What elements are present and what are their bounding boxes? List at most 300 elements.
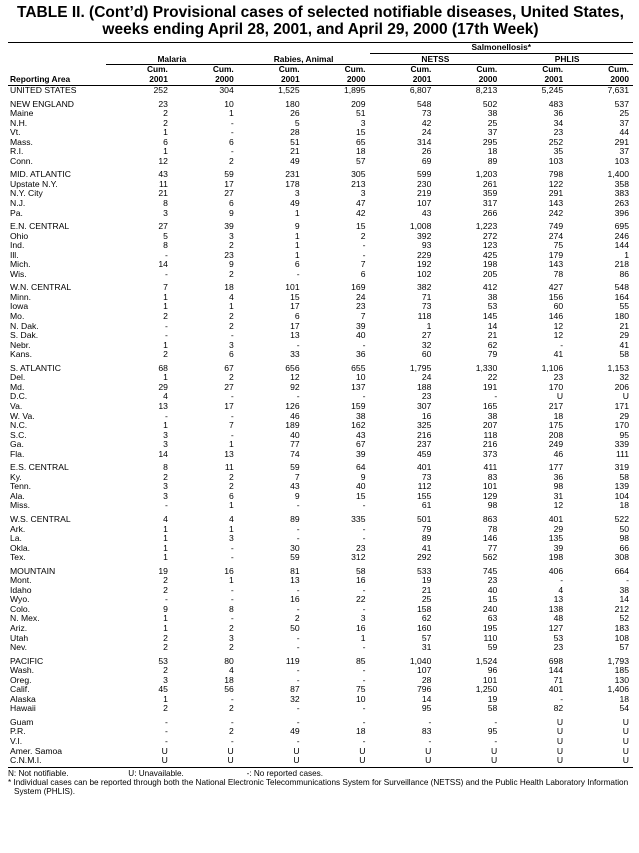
value-cell: 9 xyxy=(294,490,300,501)
value-cell: 798 xyxy=(548,169,564,180)
value-cell: 39 xyxy=(355,448,366,459)
value-cell: 143 xyxy=(548,198,564,209)
value-cell: 17 xyxy=(290,320,300,331)
value-cell: 63 xyxy=(487,613,498,624)
reporting-area-cell: E.N. CENTRAL xyxy=(10,221,70,232)
year-label: 2001 xyxy=(501,75,567,86)
value-cell: 8,213 xyxy=(475,85,498,95)
value-cell: 83 xyxy=(487,471,498,482)
value-cell: - xyxy=(230,146,234,157)
value-cell: 36 xyxy=(553,108,564,119)
reporting-area-cell: Calif. xyxy=(10,684,30,695)
value-cell: 137 xyxy=(351,381,366,392)
value-cell: 19 xyxy=(487,693,498,704)
value-cell: 2 xyxy=(163,575,168,586)
value-cell: 86 xyxy=(619,268,629,279)
value-cell: 6 xyxy=(228,349,234,360)
reporting-area-cell: Upstate N.Y. xyxy=(10,178,58,189)
value-cell: 325 xyxy=(417,420,432,431)
value-cell: 129 xyxy=(482,490,498,501)
table-row-region xyxy=(8,86,633,96)
reporting-area-cell: W. Va. xyxy=(10,410,35,421)
value-cell: 38 xyxy=(487,108,498,119)
value-cell: 261 xyxy=(482,178,498,189)
value-cell: 4 xyxy=(163,513,168,524)
value-cell: 2 xyxy=(163,584,168,595)
value-cell: 59 xyxy=(290,552,300,563)
reporting-area-cell: MID. ATLANTIC xyxy=(10,169,71,180)
value-cell: 21 xyxy=(158,188,168,199)
table-row xyxy=(8,119,633,129)
rabies-header: Rabies, Animal xyxy=(238,53,370,65)
value-cell: 208 xyxy=(548,429,564,440)
table-row xyxy=(8,412,633,422)
table-row xyxy=(8,128,633,138)
value-cell: - xyxy=(230,594,234,605)
value-cell: 2 xyxy=(163,108,168,119)
value-cell: 1 xyxy=(228,301,234,312)
value-cell: 195 xyxy=(482,622,498,633)
cum-label: Cum. xyxy=(344,64,366,74)
value-cell: - xyxy=(362,584,366,595)
value-cell: 1 xyxy=(228,439,234,450)
value-cell: 10 xyxy=(224,98,234,109)
value-cell: 26 xyxy=(290,108,300,119)
table-row xyxy=(8,624,633,634)
value-cell: - xyxy=(165,716,168,727)
table-row xyxy=(8,157,633,167)
value-cell: 3 xyxy=(228,533,234,544)
value-cell: - xyxy=(362,391,366,402)
value-cell: - xyxy=(494,736,498,746)
value-cell: 64 xyxy=(355,462,366,473)
value-cell: 185 xyxy=(614,665,629,676)
table-body xyxy=(8,86,633,766)
value-cell: 1,795 xyxy=(409,362,432,373)
reporting-area-cell: P.R. xyxy=(10,726,26,737)
value-cell: 1,106 xyxy=(541,362,564,373)
reporting-area-cell: Colo. xyxy=(10,603,31,614)
value-cell: 32 xyxy=(421,339,432,350)
reporting-area-cell: Del. xyxy=(10,372,26,383)
value-cell: 1,406 xyxy=(607,684,629,695)
value-cell: - xyxy=(165,736,168,746)
value-cell: 18 xyxy=(553,410,564,421)
value-cell: 2 xyxy=(228,471,234,482)
reporting-area-cell: S. Dak. xyxy=(10,330,39,341)
reporting-area-cell: C.N.M.I. xyxy=(10,755,42,766)
value-cell: 103 xyxy=(614,155,629,166)
value-cell: 57 xyxy=(619,642,629,653)
value-cell: 501 xyxy=(417,513,432,524)
value-cell: - xyxy=(296,500,300,511)
table-row xyxy=(8,180,633,190)
value-cell: 69 xyxy=(421,155,432,166)
value-cell: 145 xyxy=(482,311,498,322)
value-cell: U xyxy=(622,755,629,766)
value-cell: U xyxy=(622,391,629,402)
value-cell: 1 xyxy=(624,249,629,260)
table-row xyxy=(8,492,633,502)
footnote-u: U: Unavailable. xyxy=(128,768,184,778)
value-cell: 13 xyxy=(224,448,234,459)
reporting-area-cell: Amer. Samoa xyxy=(10,745,63,756)
value-cell: U xyxy=(227,745,234,756)
value-cell: 23 xyxy=(355,301,366,312)
value-cell: 65 xyxy=(355,136,366,147)
reporting-area-cell: S.C. xyxy=(10,429,27,440)
netss-header: NETSS xyxy=(370,53,502,65)
value-cell: 863 xyxy=(482,513,498,524)
reporting-area-cell: N. Mex. xyxy=(10,613,40,624)
value-cell: 13 xyxy=(290,330,300,341)
value-cell: 49 xyxy=(290,726,300,737)
table-row xyxy=(8,525,633,535)
value-cell: 18 xyxy=(224,674,234,685)
value-cell: 179 xyxy=(548,249,564,260)
value-cell: 23 xyxy=(553,642,564,653)
value-cell: 8 xyxy=(163,240,168,251)
reporting-area-cell: Mont. xyxy=(10,575,32,586)
value-cell: 502 xyxy=(482,98,498,109)
value-cell: 37 xyxy=(619,146,629,157)
value-cell: 29 xyxy=(619,330,629,341)
value-cell: - xyxy=(362,716,366,727)
value-cell: 77 xyxy=(290,439,300,450)
value-cell: 382 xyxy=(417,282,432,293)
table-row xyxy=(8,501,633,511)
value-cell: - xyxy=(428,716,432,727)
reporting-area-cell: MOUNTAIN xyxy=(10,565,56,576)
reporting-area-cell: Wis. xyxy=(10,268,27,279)
value-cell: 32 xyxy=(290,693,300,704)
value-cell: 104 xyxy=(614,490,629,501)
value-cell: 2 xyxy=(163,349,168,360)
value-cell: 144 xyxy=(614,240,629,251)
cum-label: Cum. xyxy=(410,64,432,74)
value-cell: - xyxy=(296,642,300,653)
value-cell: - xyxy=(296,674,300,685)
value-cell: 22 xyxy=(487,372,498,383)
value-cell: 59 xyxy=(290,462,300,473)
value-cell: 8 xyxy=(163,198,168,209)
value-cell: - xyxy=(165,594,168,605)
value-cell: 459 xyxy=(417,448,432,459)
cum-label: Cum. xyxy=(476,64,498,74)
value-cell: 8 xyxy=(228,603,234,614)
reporting-area-cell: PACIFIC xyxy=(10,655,44,666)
value-cell: 98 xyxy=(553,481,564,492)
value-cell: - xyxy=(296,584,300,595)
value-cell: 29 xyxy=(158,381,168,392)
table-row-region xyxy=(8,511,633,525)
value-cell: 8 xyxy=(163,462,168,473)
value-cell: 48 xyxy=(553,613,564,624)
table-row-region xyxy=(8,96,633,110)
value-cell: - xyxy=(362,249,366,260)
value-cell: 3 xyxy=(228,339,234,350)
cum-label: Cum. xyxy=(542,64,564,74)
value-cell: U xyxy=(556,745,564,756)
reporting-area-cell: S. ATLANTIC xyxy=(10,362,61,373)
value-cell: - xyxy=(230,613,234,624)
table-row xyxy=(8,232,633,242)
table-row xyxy=(8,605,633,615)
value-cell: 16 xyxy=(290,594,300,605)
value-cell: 383 xyxy=(614,188,629,199)
value-cell: 9 xyxy=(228,207,234,218)
table-row xyxy=(8,373,633,383)
value-cell: 317 xyxy=(482,198,498,209)
value-cell: 2 xyxy=(163,117,168,128)
table-row xyxy=(8,576,633,586)
value-cell: 18 xyxy=(355,726,366,737)
table-row xyxy=(8,350,633,360)
value-cell: 1,040 xyxy=(409,655,432,666)
value-cell: 61 xyxy=(421,500,432,511)
value-cell: 146 xyxy=(548,311,564,322)
table-row xyxy=(8,421,633,431)
value-cell: 314 xyxy=(417,136,432,147)
table-row xyxy=(8,312,633,322)
reporting-area-cell: Ala. xyxy=(10,490,25,501)
value-cell: - xyxy=(362,703,366,714)
value-cell: 212 xyxy=(614,603,629,614)
value-cell: 237 xyxy=(417,439,432,450)
value-cell: 143 xyxy=(548,259,564,270)
value-cell: 165 xyxy=(482,400,498,411)
value-cell: 292 xyxy=(417,552,432,563)
table-row xyxy=(8,747,633,757)
value-cell: 17 xyxy=(290,301,300,312)
reporting-area-cell: Nebr. xyxy=(10,339,31,350)
value-cell: 1 xyxy=(163,146,168,157)
value-cell: 24 xyxy=(421,372,432,383)
value-cell: 7 xyxy=(163,282,168,293)
value-cell: U xyxy=(556,726,564,737)
value-cell: 2 xyxy=(228,155,234,166)
value-cell: 4 xyxy=(228,291,234,302)
value-cell: - xyxy=(230,117,234,128)
table-row xyxy=(8,270,633,280)
value-cell: 57 xyxy=(421,632,432,643)
value-cell: 53 xyxy=(553,632,564,643)
value-cell: 229 xyxy=(417,249,432,260)
value-cell: - xyxy=(165,249,168,260)
value-cell: - xyxy=(165,410,168,421)
value-cell: 170 xyxy=(614,420,629,431)
reporting-area-cell: Ark. xyxy=(10,523,26,534)
value-cell: U xyxy=(491,755,498,766)
reporting-area-cell: D.C. xyxy=(10,391,28,402)
value-cell: 3 xyxy=(360,188,366,199)
value-cell: 55 xyxy=(619,301,629,312)
value-cell: 73 xyxy=(421,301,432,312)
value-cell: 42 xyxy=(421,117,432,128)
reporting-area-cell: Wyo. xyxy=(10,594,30,605)
value-cell: 60 xyxy=(421,349,432,360)
value-cell: 130 xyxy=(614,674,629,685)
value-cell: 164 xyxy=(614,291,629,302)
value-cell: 60 xyxy=(553,301,564,312)
value-cell: U xyxy=(556,716,564,727)
value-cell: 10 xyxy=(355,372,366,383)
reporting-area-cell: Okla. xyxy=(10,542,31,553)
value-cell: U xyxy=(556,391,564,402)
value-cell: 39 xyxy=(355,320,366,331)
value-cell: 745 xyxy=(482,565,498,576)
reporting-area-cell: R.I. xyxy=(10,146,24,157)
value-cell: 1,330 xyxy=(475,362,498,373)
value-cell: 358 xyxy=(614,178,629,189)
value-cell: 83 xyxy=(421,726,432,737)
value-cell: 198 xyxy=(482,259,498,270)
value-cell: 15 xyxy=(290,291,300,302)
value-cell: 664 xyxy=(614,565,629,576)
value-cell: 82 xyxy=(553,703,564,714)
value-cell: 58 xyxy=(619,471,629,482)
value-cell: 406 xyxy=(548,565,564,576)
table-row xyxy=(8,440,633,450)
value-cell: 401 xyxy=(548,684,564,695)
value-cell: 43 xyxy=(290,481,300,492)
value-cell: 73 xyxy=(421,108,432,119)
value-cell: 206 xyxy=(614,381,629,392)
value-cell: 2 xyxy=(163,703,168,714)
value-cell: U xyxy=(556,755,564,766)
value-cell: 85 xyxy=(355,655,366,666)
value-cell: 78 xyxy=(553,268,564,279)
value-cell: 46 xyxy=(553,448,564,459)
value-cell: 96 xyxy=(487,665,498,676)
value-cell: 15 xyxy=(355,127,366,138)
value-cell: 1,793 xyxy=(607,655,629,666)
value-cell: 62 xyxy=(421,613,432,624)
value-cell: 79 xyxy=(487,349,498,360)
reporting-area-cell: Minn. xyxy=(10,291,32,302)
value-cell: 31 xyxy=(421,642,432,653)
reporting-area-cell: Iowa xyxy=(10,301,29,312)
value-cell: 49 xyxy=(290,198,300,209)
value-cell: 2 xyxy=(294,613,300,624)
value-cell: - xyxy=(296,339,300,350)
table-row-region xyxy=(8,279,633,293)
value-cell: 35 xyxy=(553,146,564,157)
value-cell: 401 xyxy=(548,513,564,524)
value-cell: 46 xyxy=(290,410,300,421)
value-cell: U xyxy=(227,755,234,766)
reporting-area-cell: Miss. xyxy=(10,500,31,511)
year-label: 2000 xyxy=(567,75,633,86)
value-cell: 16 xyxy=(355,575,366,586)
reporting-area-cell: Oreg. xyxy=(10,674,32,685)
value-cell: 252 xyxy=(548,136,564,147)
value-cell: - xyxy=(230,542,234,553)
value-cell: 21 xyxy=(619,320,629,331)
value-cell: 2 xyxy=(163,642,168,653)
value-cell: - xyxy=(560,575,564,586)
year-label: 2000 xyxy=(435,75,501,86)
value-cell: 291 xyxy=(548,188,564,199)
value-cell: 655 xyxy=(351,362,366,373)
value-cell: 95 xyxy=(487,726,498,737)
value-cell: 1 xyxy=(163,542,168,553)
value-cell: U xyxy=(293,745,300,756)
value-cell: 25 xyxy=(619,108,629,119)
value-cell: - xyxy=(362,240,366,251)
value-cell: 230 xyxy=(417,178,432,189)
value-cell: 599 xyxy=(417,169,432,180)
value-cell: 95 xyxy=(619,429,629,440)
reporting-area-cell: Nev. xyxy=(10,642,28,653)
reporting-area-cell: NEW ENGLAND xyxy=(10,98,74,109)
value-cell: 23 xyxy=(487,575,498,586)
value-cell: 5 xyxy=(294,117,300,128)
value-cell: 1 xyxy=(426,320,432,331)
value-cell: 135 xyxy=(548,533,564,544)
value-cell: 216 xyxy=(482,439,498,450)
value-cell: 2 xyxy=(228,703,234,714)
value-cell: 335 xyxy=(351,513,366,524)
value-cell: 40 xyxy=(487,584,498,595)
value-cell: 1 xyxy=(228,500,234,511)
value-cell: 1 xyxy=(163,291,168,302)
value-cell: 1,525 xyxy=(278,85,300,95)
value-cell: 12 xyxy=(553,320,564,331)
value-cell: 312 xyxy=(351,552,366,563)
value-cell: 796 xyxy=(417,684,432,695)
value-cell: 359 xyxy=(482,188,498,199)
value-cell: - xyxy=(230,736,234,746)
value-cell: 9 xyxy=(163,603,168,614)
value-cell: 12 xyxy=(553,330,564,341)
value-cell: 213 xyxy=(351,178,366,189)
value-cell: 175 xyxy=(548,420,564,431)
table-row xyxy=(8,595,633,605)
value-cell: 10 xyxy=(355,693,366,704)
value-cell: 21 xyxy=(421,584,432,595)
value-cell: - xyxy=(494,391,498,402)
value-cell: 1 xyxy=(163,622,168,633)
value-cell: 43 xyxy=(421,207,432,218)
table-row xyxy=(8,241,633,251)
value-cell: 9 xyxy=(360,471,366,482)
value-cell: 12 xyxy=(158,155,168,166)
reporting-area-cell: V.I. xyxy=(10,736,23,746)
value-cell: 180 xyxy=(285,98,300,109)
value-cell: 6 xyxy=(228,490,234,501)
value-cell: 6 xyxy=(228,136,234,147)
value-cell: 71 xyxy=(421,291,432,302)
value-cell: U xyxy=(622,716,629,727)
table-row xyxy=(8,260,633,270)
value-cell: 183 xyxy=(614,622,629,633)
value-cell: - xyxy=(560,693,564,704)
value-cell: - xyxy=(230,584,234,595)
year-label: 2001 xyxy=(370,75,436,86)
value-cell: 21 xyxy=(487,330,498,341)
value-cell: 1 xyxy=(294,207,300,218)
value-cell: 75 xyxy=(355,684,366,695)
value-cell: 3 xyxy=(360,117,366,128)
value-cell: 218 xyxy=(614,259,629,270)
value-cell: 18 xyxy=(355,146,366,157)
value-cell: 198 xyxy=(548,552,564,563)
value-cell: U xyxy=(161,745,168,756)
table-row xyxy=(8,643,633,653)
value-cell: - xyxy=(165,268,168,279)
value-cell: 1 xyxy=(163,127,168,138)
